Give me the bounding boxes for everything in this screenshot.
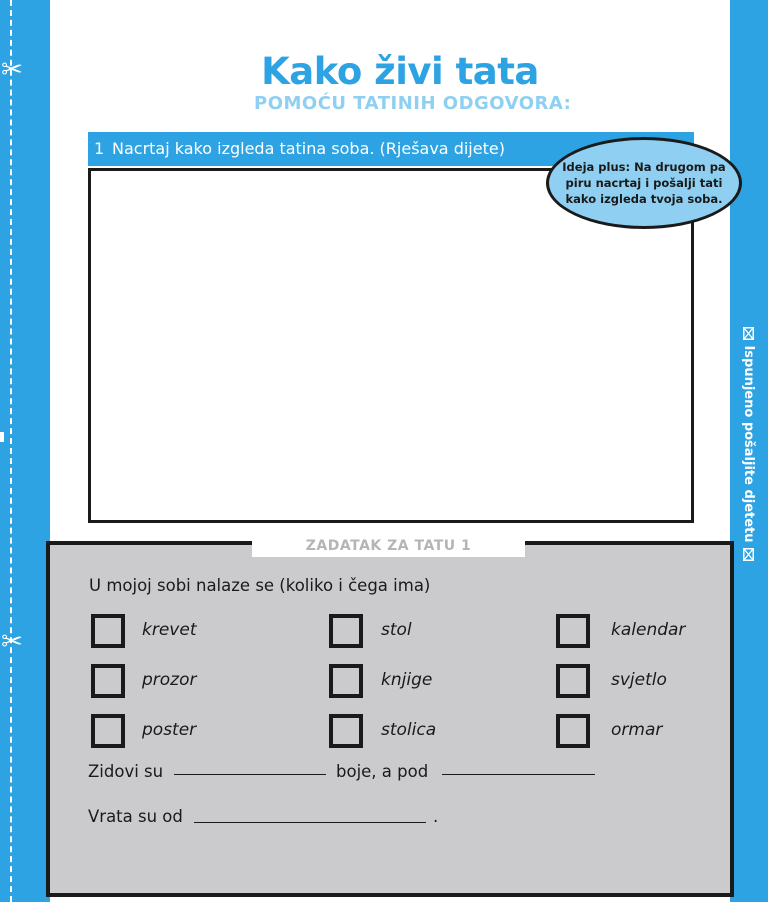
panel-intro: U mojoj sobi nalaze se (koliko i čega ima) xyxy=(89,576,431,595)
envelope-icon xyxy=(744,327,755,340)
panel-tab xyxy=(252,535,525,557)
door-material-blank[interactable] xyxy=(194,822,426,823)
checkbox-ormar[interactable] xyxy=(556,714,590,748)
page-title: Kako živi tata xyxy=(261,50,539,93)
envelope-icon xyxy=(744,548,755,561)
panel-tab-label: ZADATAK ZA TATU 1 xyxy=(305,538,472,554)
checkbox-prozor[interactable] xyxy=(91,664,125,698)
item-label-kalendar: kalendar xyxy=(611,620,686,640)
idea-line-3: kako izgleda tvoja soba. xyxy=(565,192,723,206)
walls-color-blank[interactable] xyxy=(174,774,326,775)
walls-mid: boje, a pod xyxy=(336,762,429,781)
item-label-ormar: ormar xyxy=(611,720,663,740)
item-label-knjige: knjige xyxy=(381,670,433,690)
item-label-prozor: prozor xyxy=(142,670,197,690)
checkbox-kalendar[interactable] xyxy=(556,614,590,648)
scissors-icon: ✂ xyxy=(1,627,23,657)
checkbox-knjige[interactable] xyxy=(329,664,363,698)
cut-mark xyxy=(0,432,4,442)
walls-prefix: Zidovi su xyxy=(88,762,164,781)
idea-line-1: Ideja plus: Na drugom pa xyxy=(562,160,726,174)
side-label xyxy=(740,334,758,554)
item-label-stolica: stolica xyxy=(381,720,437,740)
scissors-icon: ✂ xyxy=(1,55,23,85)
floor-blank[interactable] xyxy=(442,774,595,775)
item-label-svjetlo: svjetlo xyxy=(611,670,667,690)
checkbox-svjetlo[interactable] xyxy=(556,664,590,698)
checkbox-stol[interactable] xyxy=(329,614,363,648)
task-number: 1 xyxy=(94,139,105,158)
left-cut-strip xyxy=(0,0,50,902)
idea-line-2: piru nacrtaj i pošalji tati xyxy=(565,176,723,190)
checkbox-poster[interactable] xyxy=(91,714,125,748)
idea-bubble xyxy=(546,137,742,229)
idea-bubble-text xyxy=(559,159,729,207)
page-subtitle: POMOĆU TATINIH ODGOVORA: xyxy=(254,93,572,114)
side-label-text: Ispunjeno pošaljite djetetu xyxy=(741,345,757,543)
item-label-poster: poster xyxy=(142,720,197,740)
door-prefix: Vrata su od xyxy=(88,807,183,826)
item-label-krevet: krevet xyxy=(142,620,197,640)
item-label-stol: stol xyxy=(381,620,412,640)
checkbox-krevet[interactable] xyxy=(91,614,125,648)
dashed-cut-line xyxy=(10,0,12,902)
task-instruction: Nacrtaj kako izgleda tatina soba. (Rješava dijete) xyxy=(112,139,505,158)
door-suffix: . xyxy=(433,807,439,826)
checkbox-stolica[interactable] xyxy=(329,714,363,748)
